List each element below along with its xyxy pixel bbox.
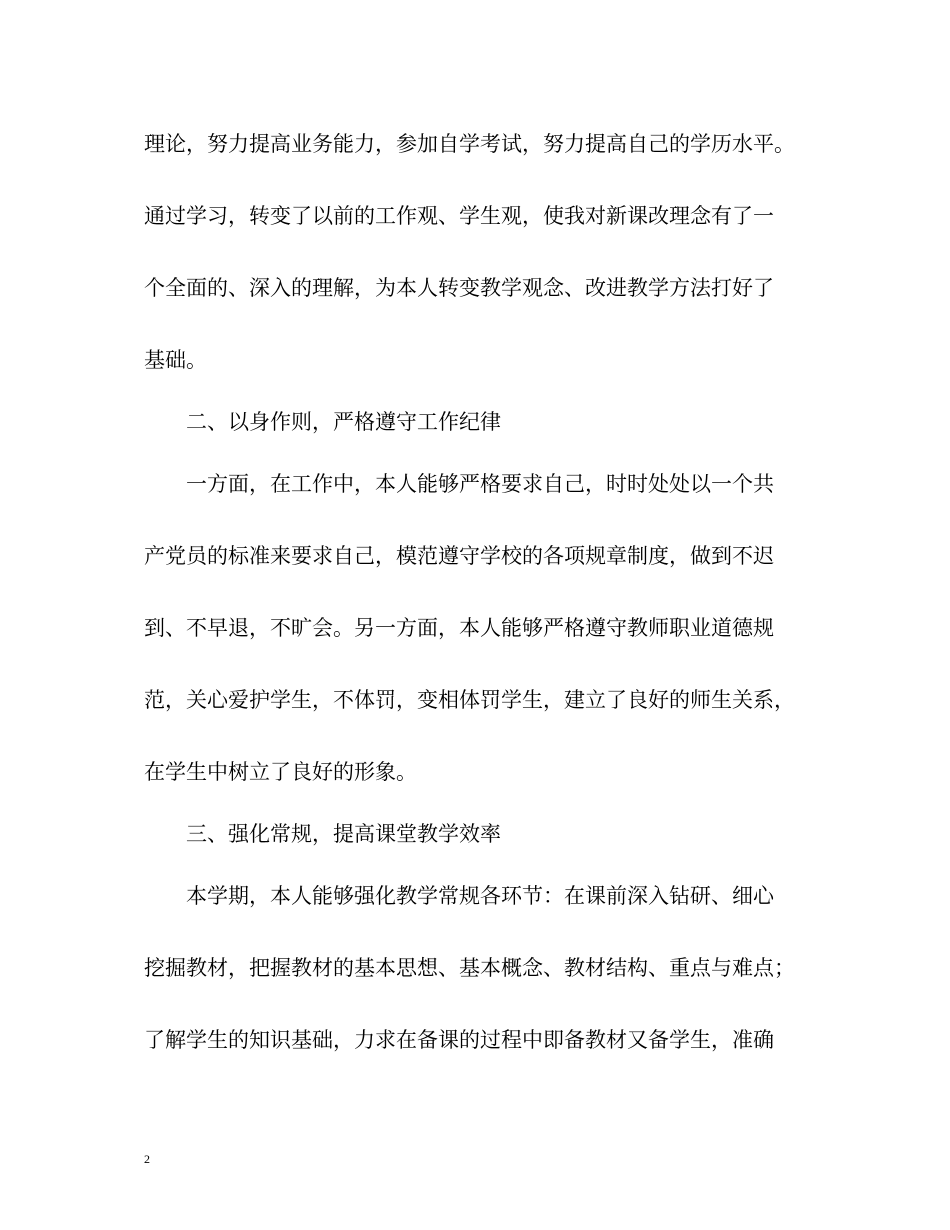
body-text-line: 到、不早退，不旷会。另一方面，本人能够严格遵守教师职业道德规 bbox=[144, 616, 774, 640]
body-text-line: 范，关心爱护学生，不体罚，变相体罚学生，建立了良好的师生关系， bbox=[144, 688, 795, 712]
page-number: 2 bbox=[144, 1152, 150, 1166]
body-text-line: 个全面的、深入的理解，为本人转变教学观念、改进教学方法打好了 bbox=[144, 276, 774, 300]
body-text-line: 理论，努力提高业务能力，参加自学考试，努力提高自己的学历水平。 bbox=[144, 132, 795, 156]
body-text-line: 产党员的标准来要求自己，模范遵守学校的各项规章制度，做到不迟 bbox=[144, 544, 774, 568]
body-text-line: 了解学生的知识基础，力求在备课的过程中即备教材又备学生，准确 bbox=[144, 1028, 774, 1052]
body-text-line: 通过学习，转变了以前的工作观、学生观，使我对新课改理念有了一 bbox=[144, 204, 774, 228]
body-text-line: 挖掘教材，把握教材的基本思想、基本概念、教材结构、重点与难点； bbox=[144, 956, 795, 980]
section-heading: 二、以身作则，严格遵守工作纪律 bbox=[186, 410, 501, 434]
body-text-line: 基础。 bbox=[144, 348, 207, 372]
body-text-line: 在学生中树立了良好的形象。 bbox=[144, 760, 417, 784]
body-text-line: 本学期，本人能够强化教学常规各环节：在课前深入钻研、细心 bbox=[186, 884, 774, 908]
section-heading: 三、强化常规，提高课堂教学效率 bbox=[186, 822, 501, 846]
body-text-line: 一方面，在工作中，本人能够严格要求自己，时时处处以一个共 bbox=[186, 472, 774, 496]
